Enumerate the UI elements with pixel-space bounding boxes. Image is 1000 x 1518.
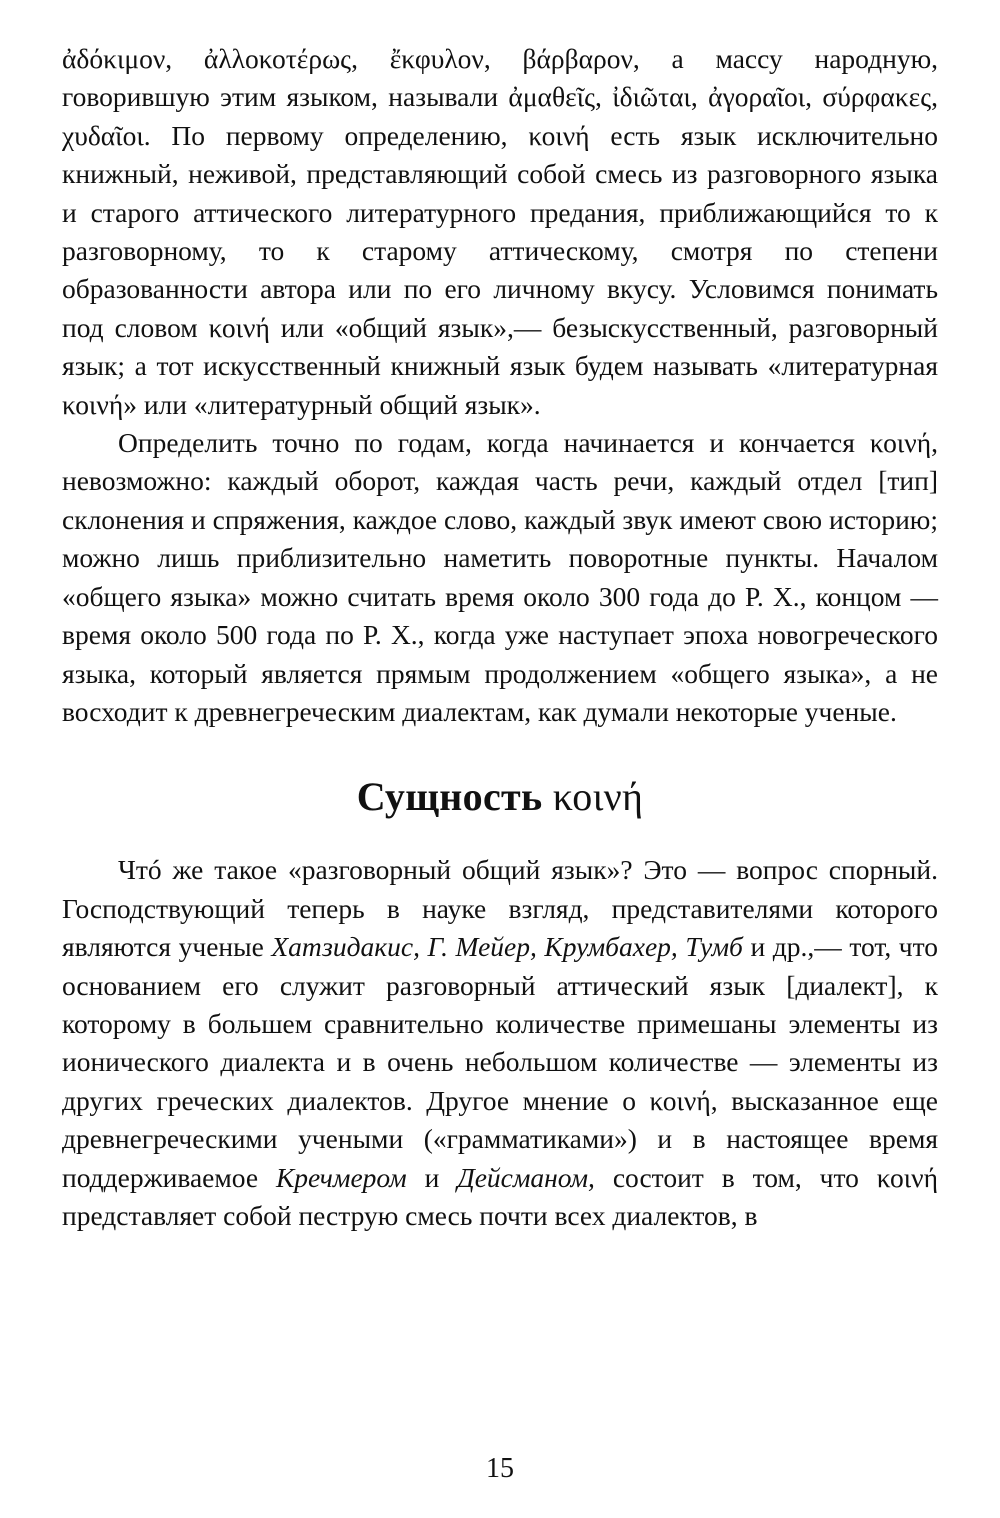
text-segment: Чтó же такое «разговорный общий язык»? Это — вопрос спорный. Господствующий теперь в науке взгляд, представителями которого являются ученые <box>62 854 938 963</box>
italic-text-segment: Кречмером <box>275 1161 407 1193</box>
italic-text-segment: Дейсманом, <box>457 1161 595 1193</box>
section-heading-main: Сущность <box>356 774 543 820</box>
section-heading-greek: κοινή <box>552 774 644 820</box>
text-segment: ἀδόκιμον, ἀλλοκοτέρως, ἔκφυλον, βάρβαρον, а массу народную, говорившую этим языком, называли ἀμαθεῖς, ἰδιῶται, ἀγοραῖοι, σύρφακες, χυδαῖοι. По первому определению, κοινή есть язык исключительно книжный, неживой, представляющий собой смесь из разговорного языка и старого аттического литературного предания, приближающийся то к разговорному, то к старому аттическому, смотря по степени образованности автора или по его личному вкусу. Условимся понимать под словом κοινή или «общий язык»,— безыскусственный, разговорный язык; а тот искусственный книжный язык будем называть «литературная κοινή» или «литературный общий язык». <box>62 43 938 420</box>
document-page <box>62 40 938 1235</box>
paragraph-3 <box>62 851 938 1235</box>
text-segment: Определить точно по годам, когда начинается и кончается κοινή, невозможно: каждый оборот, каждая часть речи, каждый отдел [тип] склонения и спряжения, каждое слово, каждый звук имеют свою историю; можно лишь приблизительно наметить поворотные пункты. Началом «общего языка» можно считать время около 300 года до Р. Х., концом — время около 500 года по Р. Х., когда уже наступает эпоха новогреческого языка, который является прямым продолжением «общего языка», а не восходит к древнегреческим диалектам, как думали некоторые ученые. <box>62 427 938 727</box>
page-number: 15 <box>486 1453 514 1484</box>
italic-text-segment: Хатзидакис, Г. Мейер, Крумбахер, Тумб <box>271 931 743 963</box>
section-heading <box>62 773 938 821</box>
text-segment: и <box>406 1161 458 1193</box>
paragraph-1 <box>62 40 938 424</box>
text-segment: состоит в том, что κοινή представляет собой пеструю смесь почти всех диалектов, в <box>62 1161 938 1231</box>
paragraph-2 <box>62 424 938 731</box>
text-segment: и др.,— тот, что основанием его служит разговорный аттический язык [диалект], к которому в большем сравнительно количестве примешаны элементы из ионического диалекта и в очень небольшом количестве — элементы из других греческих диалектов. Другое мнение о κοινή, высказанное еще древнегреческими учеными («грамматиками») и в настоящее время поддерживаемое <box>62 931 939 1193</box>
